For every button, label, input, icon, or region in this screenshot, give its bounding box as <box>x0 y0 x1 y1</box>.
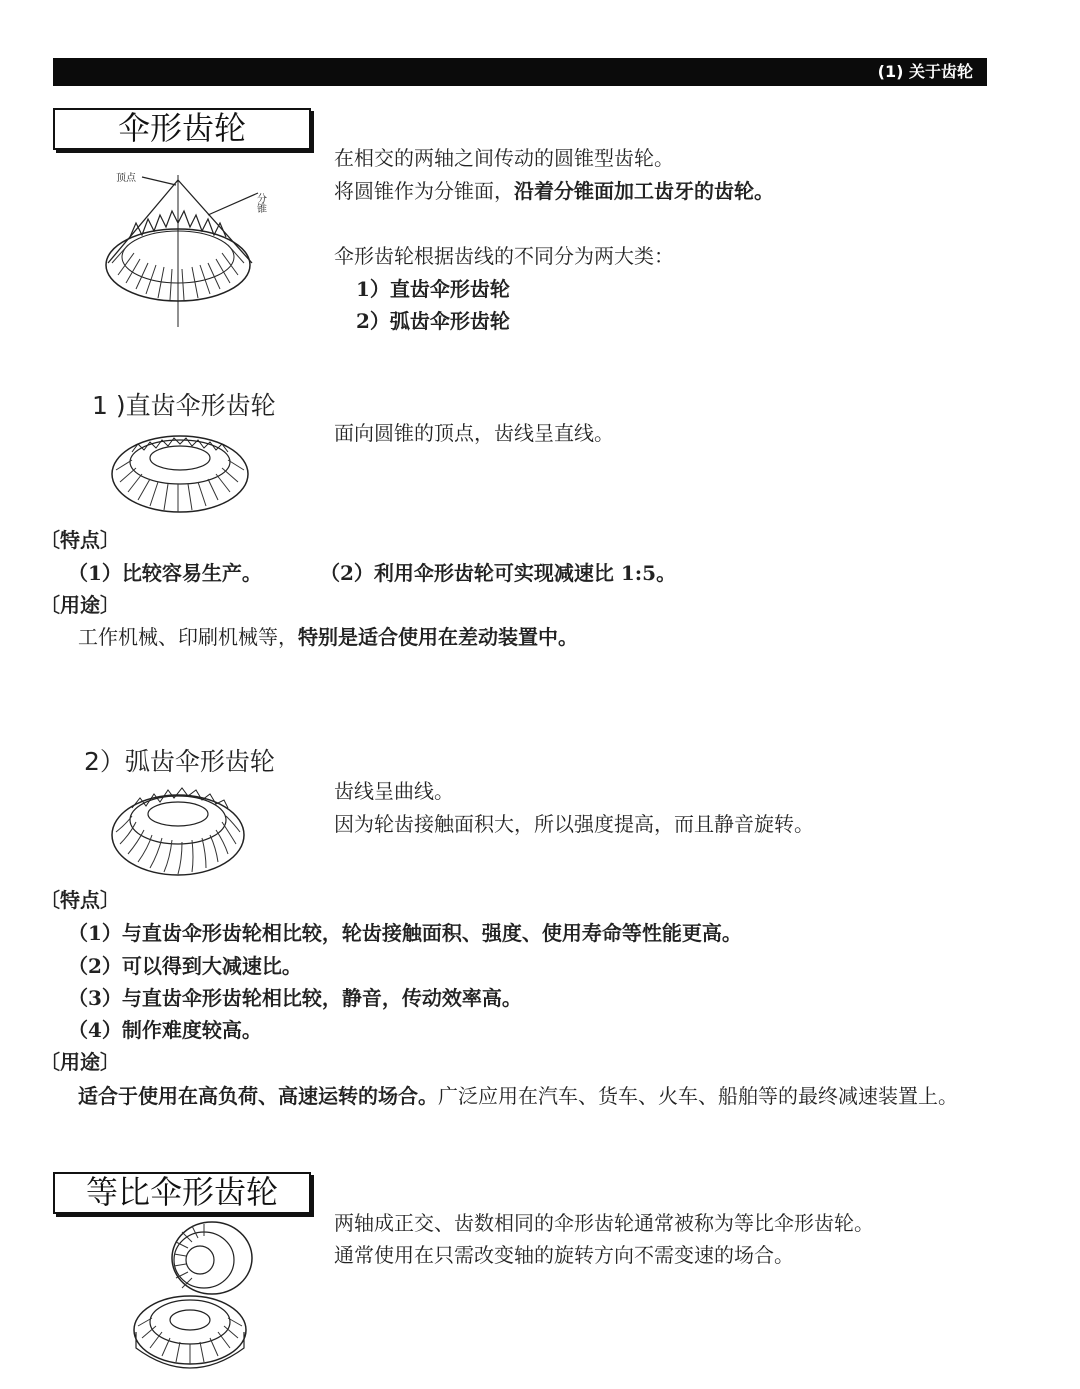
straight-features-label: 〔特点〕 <box>40 528 120 552</box>
spiral-uses-b: 广泛应用在汽车、货车、火车、船舶等的最终减速装置上。 <box>438 1084 958 1108</box>
straight-desc: 面向圆锥的顶点，齿线呈直线。 <box>334 421 614 445</box>
straight-uses-b: 特别是适合使用在差动装置中。 <box>298 625 578 649</box>
spiral-heading: 2）弧齿伞形齿轮 <box>84 747 275 776</box>
miter-desc2: 通常使用在只需改变轴的旋转方向不需变速的场合。 <box>334 1243 794 1267</box>
straight-uses <box>78 621 578 653</box>
straight-heading: 1 )直齿伞形齿轮 <box>92 391 276 420</box>
spiral-desc1: 齿线呈曲线。 <box>334 779 454 803</box>
miter-desc1: 两轴成正交、齿数相同的伞形齿轮通常被称为等比伞形齿轮。 <box>334 1211 874 1235</box>
straight-uses-label: 〔用途〕 <box>40 593 120 617</box>
spiral-uses-label: 〔用途〕 <box>40 1050 120 1074</box>
spiral-feature4: （4）制作难度较高。 <box>68 1018 262 1042</box>
straight-feature1: （1）比较容易生产。 <box>68 561 262 585</box>
spiral-desc2: 因为轮齿接触面积大，所以强度提高，而且静音旋转。 <box>334 812 814 836</box>
bevel-gear-cone-diagram <box>100 165 280 330</box>
bevel-intro-line2-b: 沿着分锥面加工齿牙的齿轮。 <box>514 179 774 203</box>
pitch-cone-label: 分锥 <box>254 193 266 213</box>
bevel-type2: 2）弧齿伞形齿轮 <box>356 309 510 333</box>
spiral-features-label: 〔特点〕 <box>40 888 120 912</box>
straight-feature2: （2）利用伞形齿轮可实现减速比 1:5。 <box>320 561 677 585</box>
spiral-feature2: （2）可以得到大减速比。 <box>68 954 302 978</box>
straight-uses-a: 工作机械、印刷机械等， <box>78 625 298 649</box>
spiral-feature1: （1）与直齿伞形齿轮相比较，轮齿接触面积、强度、使用寿命等性能更高。 <box>68 921 742 945</box>
bevel-intro-line1: 在相交的两轴之间传动的圆锥型齿轮。 <box>334 146 674 170</box>
bevel-types-intro: 伞形齿轮根据齿线的不同分为两大类： <box>334 244 674 268</box>
bevel-type1: 1）直齿伞形齿轮 <box>356 277 510 301</box>
apex-label: 顶点 <box>116 173 136 184</box>
spiral-bevel-gear-image <box>108 780 248 880</box>
miter-title: 等比伞形齿轮 <box>53 1172 311 1214</box>
spiral-feature3: （3）与直齿伞形齿轮相比较，静音，传动效率高。 <box>68 986 522 1010</box>
spiral-uses-a: 适合于使用在高负荷、高速运转的场合。 <box>78 1084 438 1108</box>
header-label: (1) 关于齿轮 <box>877 62 973 81</box>
bevel-title: 伞形齿轮 <box>53 108 311 150</box>
bevel-intro-line2 <box>334 175 774 207</box>
miter-gear-pair-image <box>130 1218 270 1378</box>
spiral-uses <box>78 1080 958 1112</box>
header-bar <box>53 58 987 86</box>
straight-bevel-gear-image <box>108 422 253 517</box>
bevel-intro-line2-a: 将圆锥作为分锥面， <box>334 179 514 203</box>
